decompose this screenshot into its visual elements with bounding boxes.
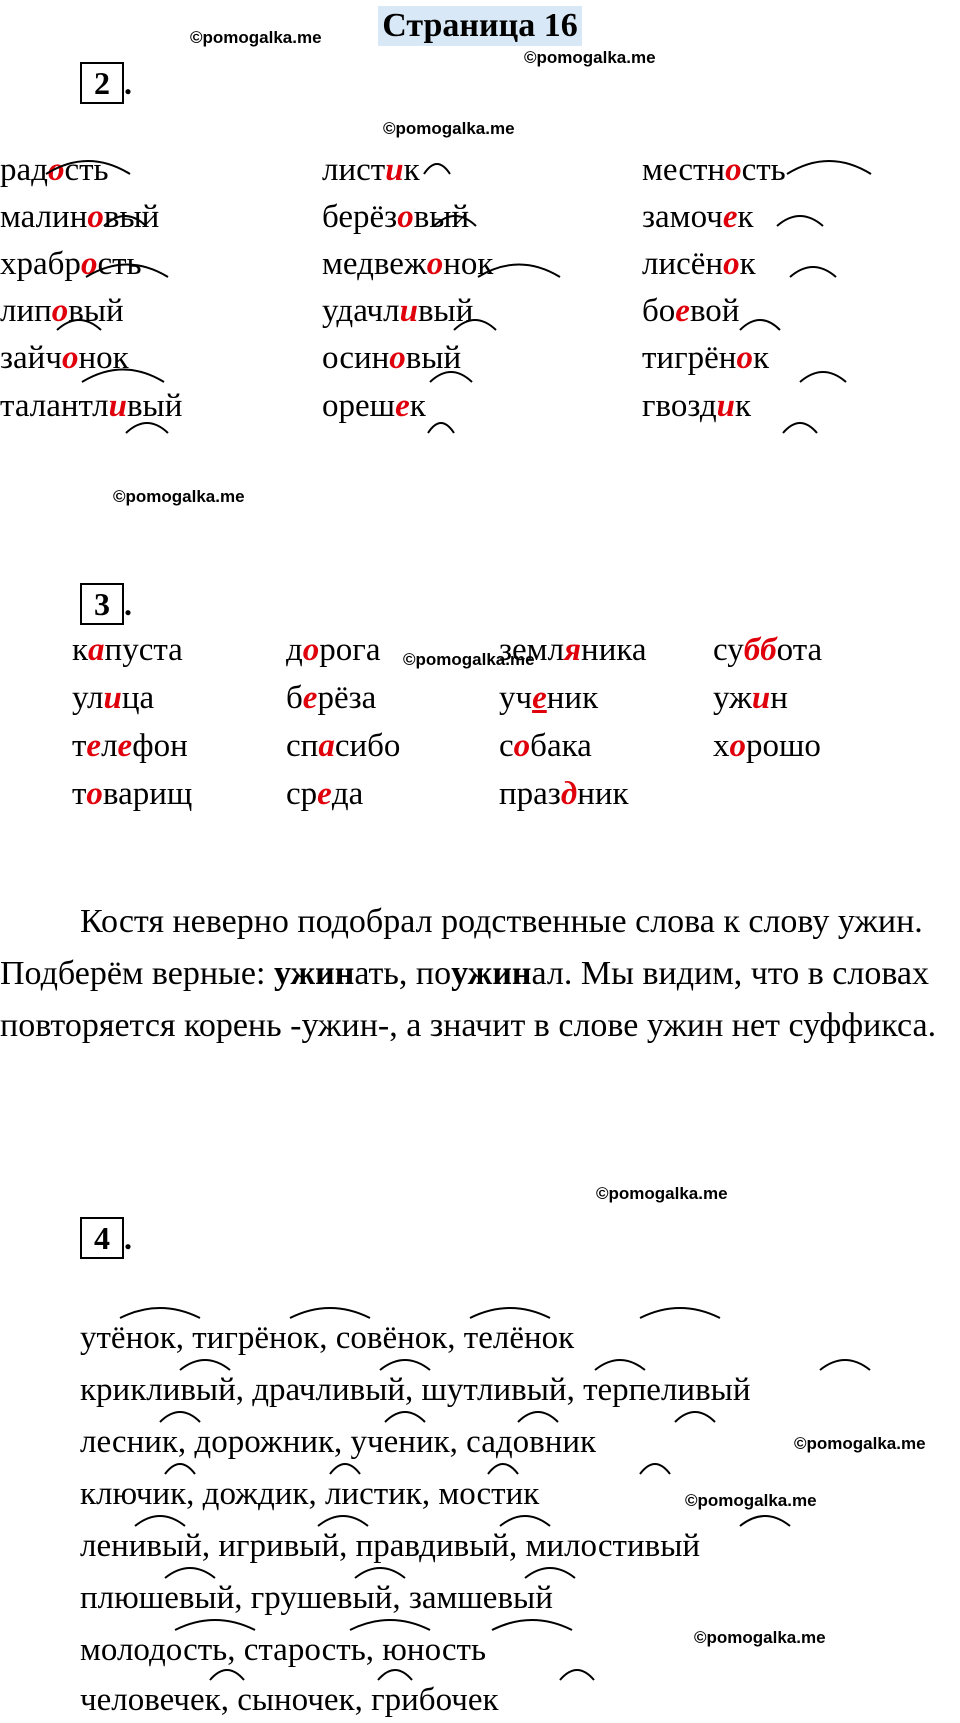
word bbox=[72, 630, 183, 670]
word bbox=[713, 630, 822, 670]
highlighted-letter: и bbox=[716, 388, 735, 424]
word-part: храбр bbox=[0, 246, 81, 282]
highlighted-letter: а bbox=[88, 632, 105, 668]
watermark: ©pomogalka.me bbox=[694, 1628, 826, 1647]
word-part: уж bbox=[713, 680, 752, 716]
word-part: сть bbox=[97, 246, 142, 282]
word-part: варищ bbox=[102, 776, 193, 812]
word-part: с bbox=[499, 728, 514, 764]
highlighted-letter: е bbox=[532, 680, 547, 716]
word-part: ник bbox=[546, 680, 599, 716]
highlighted-letter: бб bbox=[743, 632, 777, 668]
highlighted-letter: о bbox=[302, 632, 320, 668]
highlighted-letter: о bbox=[426, 246, 444, 282]
word bbox=[322, 386, 426, 426]
word bbox=[499, 774, 629, 814]
word-part: гвозд bbox=[642, 388, 717, 424]
word-part: ул bbox=[72, 680, 104, 716]
word-part: берёз bbox=[322, 199, 398, 235]
word bbox=[499, 630, 647, 670]
word-part: вый bbox=[413, 199, 470, 235]
highlighted-letter: и bbox=[108, 388, 127, 424]
watermark: ©pomogalka.me bbox=[113, 487, 245, 506]
word-part: т bbox=[72, 776, 87, 812]
highlighted-letter: о bbox=[397, 199, 414, 235]
highlighted-letter: и bbox=[103, 680, 122, 716]
word-part: ота bbox=[776, 632, 823, 668]
word-part: бо bbox=[642, 293, 676, 329]
word-part: вый bbox=[68, 293, 124, 329]
word-part: рошо bbox=[746, 728, 821, 764]
highlighted-letter: е bbox=[317, 776, 332, 812]
word bbox=[72, 678, 154, 718]
word-part: тигрён bbox=[642, 340, 737, 376]
task-4-line: ключик, дождик, листик, мостик bbox=[80, 1476, 540, 1512]
word bbox=[642, 197, 754, 237]
highlighted-letter: о bbox=[51, 293, 69, 329]
highlighted-letter: е bbox=[395, 388, 410, 424]
word-part: местн bbox=[642, 152, 726, 188]
highlighted-letter: е bbox=[86, 728, 102, 764]
word-part: сть bbox=[64, 152, 109, 188]
word-part: малин bbox=[0, 199, 88, 235]
word-part: уч bbox=[499, 680, 533, 716]
highlighted-letter: о bbox=[86, 776, 103, 812]
word bbox=[0, 150, 109, 190]
watermark: ©pomogalka.me bbox=[794, 1434, 926, 1453]
highlighted-letter: е bbox=[675, 293, 690, 329]
word bbox=[322, 197, 469, 237]
word-part: нок bbox=[443, 246, 494, 282]
word-part: вый bbox=[103, 199, 160, 235]
word-part: пуста bbox=[104, 632, 183, 668]
highlighted-letter: о bbox=[47, 152, 65, 188]
word-part: ореш bbox=[322, 388, 396, 424]
task-4-line: молодость, старость, юность bbox=[80, 1632, 487, 1668]
word-part: д bbox=[286, 632, 303, 668]
word bbox=[713, 678, 788, 718]
word-part: х bbox=[713, 728, 730, 764]
word-part: осин bbox=[322, 340, 390, 376]
word-part: т bbox=[72, 728, 87, 764]
word-part: талантл bbox=[0, 388, 109, 424]
watermark: ©pomogalka.me bbox=[596, 1184, 728, 1203]
word-part: земл bbox=[499, 632, 565, 668]
word-part: су bbox=[713, 632, 744, 668]
word bbox=[642, 150, 786, 190]
word-part: да bbox=[331, 776, 364, 812]
word bbox=[322, 291, 473, 331]
word bbox=[0, 244, 142, 284]
word-part: сть bbox=[741, 152, 786, 188]
watermark: ©pomogalka.me bbox=[685, 1491, 817, 1510]
word-part: сп bbox=[286, 728, 319, 764]
highlighted-letter: о bbox=[61, 340, 79, 376]
word-part: праз bbox=[499, 776, 561, 812]
highlighted-letter: и bbox=[385, 152, 404, 188]
highlighted-letter: о bbox=[729, 728, 746, 764]
word bbox=[286, 774, 363, 814]
word bbox=[0, 386, 182, 426]
word-part: лисён bbox=[642, 246, 724, 282]
task-4-line: плюшевый, грушевый, замшевый bbox=[80, 1580, 553, 1616]
highlighted-letter: о bbox=[723, 246, 740, 282]
highlighted-letter: о bbox=[389, 340, 406, 376]
word bbox=[642, 386, 751, 426]
word-part: ник bbox=[577, 776, 629, 812]
word-part: к bbox=[72, 632, 89, 668]
watermark: ©pomogalka.me bbox=[524, 48, 656, 67]
word-part: к bbox=[734, 388, 752, 424]
word-part: вый bbox=[126, 388, 183, 424]
word-part: лип bbox=[0, 293, 52, 329]
word bbox=[713, 726, 821, 766]
task-4-number: 4 . bbox=[80, 1217, 132, 1259]
word-part: н bbox=[770, 680, 788, 716]
word bbox=[322, 150, 420, 190]
highlighted-letter: о bbox=[87, 199, 104, 235]
word-part: нок bbox=[78, 340, 129, 376]
word bbox=[642, 244, 756, 284]
task-3-explanation: Костя неверно подобрал родственные слова к слову ужин. Подберём верные: ужинать, поужинал. Мы видим, что в словах повторяется корень -ужин-, а значит в слове ужин нет суффикса. bbox=[0, 903, 937, 1044]
highlighted-letter: е bbox=[302, 680, 318, 716]
word-part: рога bbox=[319, 632, 381, 668]
word bbox=[72, 774, 192, 814]
watermark: ©pomogalka.me bbox=[190, 28, 322, 47]
word-part: бака bbox=[530, 728, 592, 764]
word bbox=[0, 197, 159, 237]
word-part: вый bbox=[405, 340, 462, 376]
word-part: к bbox=[737, 199, 754, 235]
watermark: ©pomogalka.me bbox=[403, 650, 535, 669]
word bbox=[286, 726, 400, 766]
task-4-line: лесник, дорожник, ученик, садовник bbox=[80, 1424, 597, 1460]
task-4-line: человечек, сыночек, грибочек bbox=[80, 1682, 499, 1718]
page-title: Страница 16 bbox=[0, 6, 960, 46]
task-3-number: 3 . bbox=[80, 583, 132, 625]
word bbox=[642, 291, 739, 331]
task-4-line: утёнок, тигрёнок, совёнок, телёнок bbox=[80, 1320, 575, 1356]
word bbox=[0, 338, 129, 378]
task-2-number: 2 . bbox=[80, 62, 132, 104]
word-part: б bbox=[286, 680, 303, 716]
word bbox=[322, 244, 493, 284]
word bbox=[72, 726, 188, 766]
word-part: рёза bbox=[317, 680, 377, 716]
task-4-line: ленивый, игривый, правдивый, милостивый bbox=[80, 1528, 701, 1564]
word-part: ср bbox=[286, 776, 318, 812]
task-4-line: крикливый, драчливый, шутливый, терпеливый bbox=[80, 1372, 751, 1408]
highlighted-letter: о bbox=[513, 728, 531, 764]
word-part: удачл bbox=[322, 293, 400, 329]
word-part: к bbox=[403, 152, 420, 188]
word bbox=[0, 291, 124, 331]
word bbox=[322, 338, 461, 378]
word-part: к bbox=[752, 340, 769, 376]
word bbox=[499, 678, 598, 718]
word-part: к bbox=[409, 388, 426, 424]
word-part: ца bbox=[121, 680, 155, 716]
highlighted-letter: е bbox=[117, 728, 133, 764]
word-part: зайч bbox=[0, 340, 62, 376]
word-part: л bbox=[101, 728, 118, 764]
word bbox=[499, 726, 592, 766]
word-part: вой bbox=[689, 293, 740, 329]
word-part: вый bbox=[417, 293, 474, 329]
word-part: лист bbox=[322, 152, 386, 188]
word-part: рад bbox=[0, 152, 48, 188]
highlighted-letter: е bbox=[722, 199, 738, 235]
highlighted-letter: д bbox=[560, 776, 578, 812]
word-part: замоч bbox=[642, 199, 723, 235]
word-part: фон bbox=[132, 728, 188, 764]
highlighted-letter: а bbox=[318, 728, 335, 764]
highlighted-letter: и bbox=[751, 680, 771, 716]
word-part: к bbox=[739, 246, 756, 282]
highlighted-letter: я bbox=[564, 632, 582, 668]
word-part: медвеж bbox=[322, 246, 427, 282]
highlighted-letter: о bbox=[725, 152, 742, 188]
word-part: ника bbox=[581, 632, 647, 668]
word-part: сибо bbox=[334, 728, 401, 764]
highlighted-letter: о bbox=[736, 340, 753, 376]
highlighted-letter: и bbox=[399, 293, 418, 329]
word bbox=[642, 338, 769, 378]
word bbox=[286, 678, 376, 718]
word bbox=[286, 630, 380, 670]
watermark: ©pomogalka.me bbox=[383, 119, 515, 138]
highlighted-letter: о bbox=[80, 246, 98, 282]
